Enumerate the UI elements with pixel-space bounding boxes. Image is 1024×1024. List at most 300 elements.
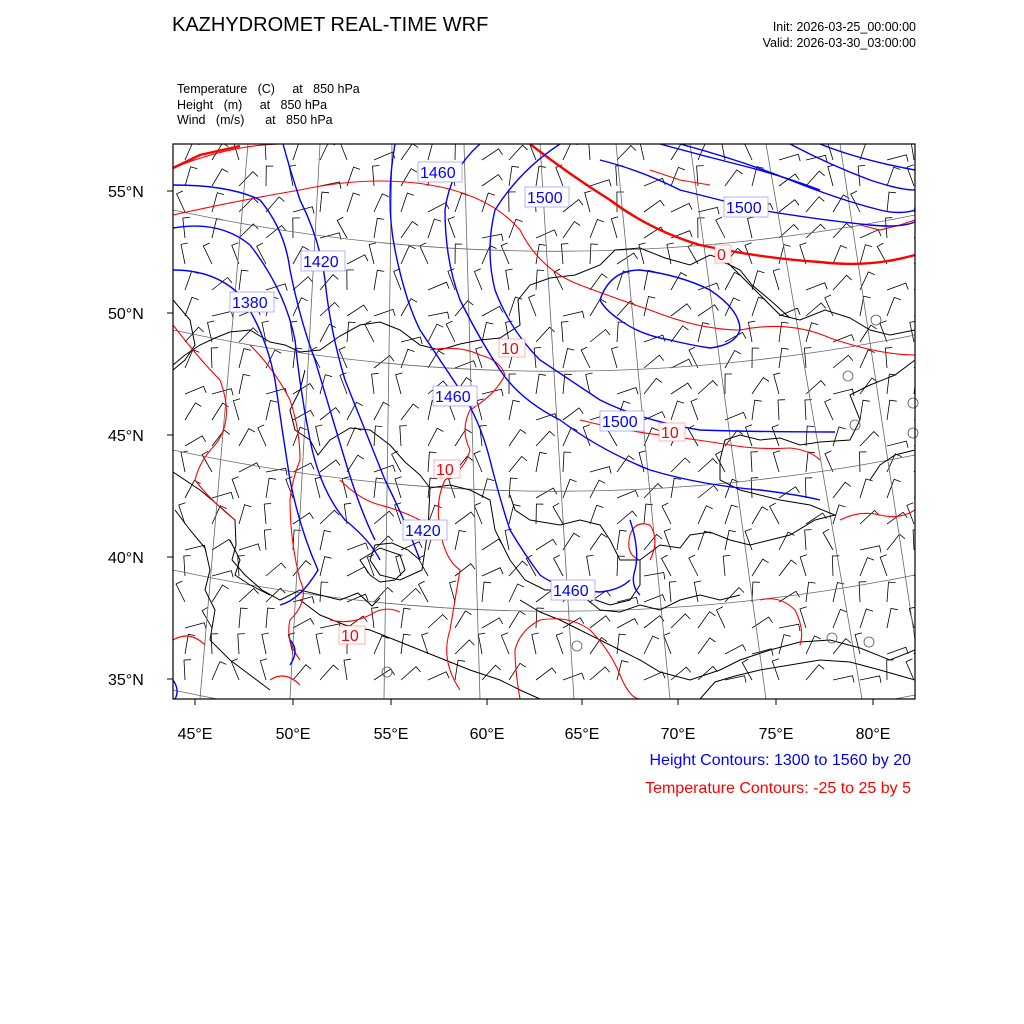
wind-barb bbox=[455, 531, 466, 551]
wind-barb bbox=[590, 505, 603, 524]
wind-barb bbox=[563, 349, 574, 369]
wind-barb bbox=[239, 463, 260, 472]
height-label-text: 1460 bbox=[553, 583, 589, 600]
field-name: Wind bbox=[177, 113, 206, 127]
wind-barb bbox=[644, 484, 663, 498]
wind-barb bbox=[266, 225, 286, 238]
wind-barb bbox=[887, 374, 896, 394]
wind-barb bbox=[449, 477, 456, 498]
wind-barb bbox=[446, 321, 455, 342]
wind-barb bbox=[611, 217, 618, 238]
wind-barb bbox=[725, 430, 743, 446]
wind-barb bbox=[293, 513, 314, 524]
wind-barb bbox=[590, 480, 605, 498]
wind-barb bbox=[177, 191, 185, 212]
wind-barb bbox=[562, 322, 569, 343]
wind-barb bbox=[264, 530, 271, 551]
wind-barb bbox=[914, 438, 935, 446]
wind-barb bbox=[914, 558, 929, 576]
wind-barb bbox=[554, 555, 563, 576]
wind-barb bbox=[455, 361, 476, 368]
wind-barb bbox=[860, 400, 870, 420]
wind-barb bbox=[482, 234, 503, 241]
wind-barb bbox=[617, 271, 630, 290]
wind-barb bbox=[590, 219, 604, 238]
wind-barb bbox=[644, 573, 665, 580]
wind-barb bbox=[725, 272, 741, 290]
wind-barb bbox=[293, 530, 301, 550]
wind-barb bbox=[725, 645, 746, 654]
wind-barb bbox=[266, 478, 276, 498]
wind-barb bbox=[752, 378, 769, 395]
wind-barb bbox=[887, 647, 908, 654]
wind-barb bbox=[644, 297, 655, 317]
wind-barb bbox=[590, 244, 598, 264]
wind-barb bbox=[833, 676, 854, 683]
height-label-text: 1500 bbox=[726, 200, 762, 217]
wind-barb bbox=[772, 659, 779, 680]
wind-barb bbox=[887, 283, 908, 290]
height-label bbox=[551, 580, 595, 600]
wind-barb bbox=[482, 175, 502, 187]
wind-barb bbox=[482, 618, 503, 628]
lat-label: 50°N bbox=[108, 306, 144, 323]
height-label-text: 1460 bbox=[420, 165, 456, 182]
wind-barb bbox=[347, 167, 360, 186]
wind-barb bbox=[320, 460, 340, 472]
wind-barb bbox=[716, 217, 725, 238]
wind-barb bbox=[806, 636, 821, 654]
wind-barb bbox=[752, 582, 760, 602]
wind-barb bbox=[779, 532, 794, 550]
wind-barb bbox=[806, 582, 816, 602]
wind-barb bbox=[725, 170, 743, 186]
wind-barb bbox=[833, 223, 852, 238]
wind-barb bbox=[617, 530, 627, 550]
height-label-text: 1500 bbox=[602, 414, 638, 431]
wind-barb bbox=[860, 609, 873, 628]
wind-barb bbox=[455, 512, 475, 524]
wind-barb bbox=[779, 348, 789, 368]
height-label bbox=[301, 251, 345, 271]
wind-barb bbox=[509, 297, 522, 316]
lon-label: 55°E bbox=[373, 726, 409, 743]
lon-label: 50°E bbox=[275, 726, 311, 743]
wind-barb bbox=[725, 588, 744, 602]
wind-barb bbox=[644, 595, 665, 602]
lon-label: 70°E bbox=[660, 726, 696, 743]
wind-barb bbox=[806, 283, 827, 290]
wind-barb bbox=[293, 410, 314, 420]
wind-barb bbox=[914, 636, 930, 654]
field-unit: (m/s) bbox=[215, 113, 245, 127]
wind-barb bbox=[455, 640, 474, 654]
wind-barb bbox=[717, 607, 726, 628]
wind-barb bbox=[401, 337, 422, 344]
wind-barb bbox=[315, 477, 322, 498]
wind-barb bbox=[476, 347, 483, 368]
wind-barb bbox=[400, 426, 407, 446]
wind-barb bbox=[337, 217, 347, 238]
wind-barb bbox=[644, 270, 655, 290]
lon-label: 80°E bbox=[855, 726, 891, 743]
valid-time: Valid: 2026-03-30_03:00:00 bbox=[762, 36, 916, 50]
wind-barb bbox=[239, 374, 250, 394]
wind-barb bbox=[773, 269, 780, 290]
wind-barb bbox=[392, 451, 401, 472]
wind-barb bbox=[667, 243, 674, 264]
wind-barb bbox=[779, 322, 789, 342]
height-label-text: 1420 bbox=[405, 523, 441, 540]
wind-barb bbox=[590, 667, 610, 680]
wind-barb bbox=[833, 275, 852, 290]
wind-barb bbox=[913, 530, 920, 550]
wind-barb bbox=[239, 505, 251, 524]
wind-barb bbox=[212, 662, 226, 680]
wind-barb bbox=[185, 403, 201, 420]
wind-barb bbox=[347, 455, 364, 472]
wind-barb bbox=[698, 486, 718, 499]
wind-barb bbox=[428, 312, 449, 319]
wind-barb bbox=[428, 282, 449, 290]
wind-barb bbox=[860, 546, 881, 553]
wind-barb bbox=[185, 436, 206, 446]
wind-barb bbox=[212, 571, 233, 578]
wind-barb bbox=[914, 353, 932, 369]
wind-barb bbox=[185, 623, 206, 630]
wind-barb bbox=[914, 454, 930, 472]
wind-barb bbox=[509, 219, 523, 238]
latitude-labels bbox=[108, 184, 144, 689]
wind-barb bbox=[725, 351, 741, 369]
wind-barb bbox=[617, 491, 638, 499]
wind-barb bbox=[725, 374, 732, 394]
wind-barb bbox=[428, 615, 448, 629]
wind-barb bbox=[860, 510, 879, 524]
height-label bbox=[600, 411, 644, 431]
wind-barb bbox=[910, 321, 917, 342]
field-unit: (m) bbox=[223, 97, 243, 112]
wind-barb bbox=[347, 322, 356, 342]
wind-barb bbox=[395, 477, 402, 498]
wind-barb bbox=[689, 347, 698, 368]
wind-barb bbox=[509, 561, 528, 576]
wind-barb bbox=[401, 222, 418, 239]
wind-barb bbox=[773, 451, 780, 472]
wind-barb bbox=[372, 373, 379, 394]
wind-barb bbox=[401, 193, 414, 212]
wind-barb bbox=[689, 555, 698, 576]
wind-barb bbox=[509, 400, 520, 420]
wind-barb bbox=[779, 560, 797, 576]
wind-barb bbox=[825, 451, 833, 472]
wind-barb bbox=[185, 350, 199, 368]
wind-barb bbox=[212, 389, 233, 396]
wind-barb bbox=[474, 451, 482, 472]
wind-barb bbox=[885, 348, 892, 369]
wind-barb bbox=[374, 309, 395, 316]
wind-barb bbox=[239, 589, 259, 603]
wind-barb bbox=[860, 272, 875, 290]
lat-label: 40°N bbox=[108, 550, 144, 567]
temperature-label bbox=[339, 626, 365, 645]
temperature-label-text: 10 bbox=[661, 425, 679, 442]
wind-barb bbox=[671, 167, 685, 186]
wind-barb bbox=[239, 198, 258, 212]
wind-barb bbox=[482, 246, 497, 264]
wind-barb bbox=[509, 663, 526, 680]
wind-barb bbox=[887, 441, 908, 448]
field-name: Height bbox=[177, 97, 214, 112]
lon-label: 45°E bbox=[177, 726, 213, 743]
wind-barb bbox=[698, 459, 718, 472]
wind-barb bbox=[347, 543, 368, 550]
wind-barb bbox=[374, 478, 383, 498]
wind-barb bbox=[806, 197, 824, 212]
wind-barb bbox=[698, 207, 719, 214]
wind-barb bbox=[833, 482, 851, 498]
wind-barb bbox=[232, 477, 239, 498]
wind-barb bbox=[617, 322, 625, 342]
wind-barb bbox=[455, 429, 472, 446]
wind-barb bbox=[428, 428, 443, 446]
wind-barb bbox=[778, 400, 785, 420]
wind-barb bbox=[212, 193, 224, 212]
wind-barb bbox=[183, 217, 190, 238]
wind-barb bbox=[532, 633, 539, 654]
wind-barb bbox=[176, 581, 185, 602]
wind-barb bbox=[887, 192, 896, 212]
wind-barb bbox=[340, 139, 347, 160]
wind-barb bbox=[906, 659, 914, 680]
wind-barb bbox=[482, 306, 503, 316]
wind-barb bbox=[671, 614, 690, 628]
wind-barb bbox=[266, 563, 286, 576]
wind-barb bbox=[671, 273, 687, 290]
wind-barb bbox=[320, 557, 332, 576]
wind-barb bbox=[671, 203, 692, 212]
wind-barb bbox=[751, 452, 758, 472]
wind-barb bbox=[401, 404, 419, 420]
lat-label: 55°N bbox=[108, 184, 144, 201]
wind-barb bbox=[563, 374, 572, 394]
wind-barb bbox=[887, 400, 897, 420]
wind-barb bbox=[800, 555, 807, 576]
wind-barb bbox=[374, 356, 394, 368]
height-label-text: 1420 bbox=[303, 254, 339, 271]
wind-barb bbox=[556, 633, 563, 654]
wind-barb bbox=[509, 505, 521, 524]
wind-barb bbox=[914, 276, 933, 290]
wind-barb bbox=[293, 665, 311, 680]
wind-barb bbox=[587, 555, 594, 576]
wind-barb bbox=[746, 425, 753, 446]
wind-barb bbox=[745, 529, 752, 550]
wind-barb bbox=[401, 608, 411, 628]
country-borders bbox=[173, 248, 915, 699]
wind-barb bbox=[374, 636, 389, 654]
wind-barb bbox=[455, 140, 462, 160]
wind-barb bbox=[806, 171, 825, 186]
wind-barb bbox=[212, 311, 233, 318]
wind-barb bbox=[914, 490, 935, 498]
wind-barb bbox=[779, 635, 791, 654]
wind-barb bbox=[725, 505, 738, 524]
longitude-labels bbox=[178, 726, 891, 743]
wind-barb bbox=[833, 355, 853, 368]
wind-barb bbox=[181, 451, 188, 472]
temperature-label-text: 10 bbox=[436, 462, 454, 479]
wind-barb bbox=[617, 388, 638, 395]
wind-barb bbox=[806, 665, 824, 680]
wind-barb bbox=[428, 324, 443, 342]
wind-barb bbox=[617, 456, 634, 472]
wind-barb bbox=[536, 244, 546, 264]
lon-label: 75°E bbox=[758, 726, 794, 743]
height-contours bbox=[173, 144, 915, 699]
wind-barb bbox=[509, 611, 526, 628]
wind-barb bbox=[644, 672, 665, 680]
wind-barb bbox=[563, 452, 571, 472]
wind-barb bbox=[748, 217, 755, 238]
wind-barb bbox=[347, 567, 368, 576]
wind-barb bbox=[644, 428, 658, 446]
map-title: KAZHYDROMET REAL-TIME WRF bbox=[172, 14, 489, 36]
wind-barb bbox=[212, 585, 229, 602]
wind-barb bbox=[239, 544, 260, 551]
wind-barb bbox=[212, 278, 232, 291]
wind-barb bbox=[617, 661, 629, 680]
wind-barb bbox=[860, 676, 881, 683]
wind-barb bbox=[536, 431, 555, 446]
wind-barb bbox=[185, 386, 206, 394]
wind-barb bbox=[644, 227, 665, 238]
temperature-label-text: 0 bbox=[717, 247, 726, 264]
wind-barb bbox=[887, 582, 896, 602]
wind-barb bbox=[529, 139, 536, 160]
wind-barb bbox=[752, 348, 759, 368]
wind-barb bbox=[644, 355, 664, 368]
wind-barb bbox=[779, 154, 800, 161]
wind-barb bbox=[347, 428, 361, 446]
wind-barb bbox=[644, 535, 662, 551]
wind-barb bbox=[509, 457, 527, 473]
wind-barb bbox=[401, 589, 421, 603]
wind-barb bbox=[914, 228, 935, 238]
wind-barb bbox=[617, 146, 636, 160]
wind-barb bbox=[181, 243, 188, 264]
wind-barb bbox=[316, 425, 323, 446]
wind-barb bbox=[266, 401, 277, 421]
wind-barb bbox=[233, 399, 240, 420]
wind-barb bbox=[723, 556, 730, 577]
field-level: at 850 hPa bbox=[265, 113, 333, 127]
wind-barb bbox=[509, 145, 528, 160]
wind-barb bbox=[478, 633, 485, 654]
wind-barb bbox=[859, 452, 866, 472]
wind-barb bbox=[265, 140, 272, 160]
wind-barb bbox=[184, 660, 191, 680]
temperature-legend: Temperature Contours: -25 to 25 by 5 bbox=[645, 780, 911, 797]
wind-barb bbox=[369, 243, 376, 264]
wind-barb bbox=[590, 180, 611, 187]
wind-barb bbox=[455, 660, 465, 680]
wind-barb bbox=[832, 556, 839, 576]
wind-barb bbox=[725, 298, 740, 316]
wind-barb bbox=[880, 555, 887, 576]
wind-barb bbox=[752, 559, 769, 576]
wind-barb bbox=[536, 452, 547, 472]
wind-barb bbox=[748, 321, 755, 342]
wind-barb bbox=[639, 451, 646, 472]
lat-label: 35°N bbox=[108, 672, 144, 689]
wind-barb bbox=[774, 373, 781, 394]
wind-barb bbox=[374, 194, 389, 212]
temperature-label bbox=[434, 460, 460, 479]
wind-barb bbox=[266, 608, 275, 628]
wind-barb bbox=[320, 665, 339, 680]
wind-barb bbox=[553, 503, 563, 524]
wind-barb bbox=[320, 192, 329, 212]
wind-barb bbox=[185, 297, 199, 316]
wind-barb bbox=[509, 430, 526, 447]
wind-barb bbox=[860, 245, 872, 264]
wind-barb bbox=[671, 383, 692, 394]
wind-barb bbox=[639, 243, 646, 264]
wind-barb bbox=[347, 255, 368, 264]
wind-barb bbox=[694, 581, 701, 602]
wind-barb bbox=[203, 243, 212, 264]
wind-barb bbox=[448, 217, 455, 238]
wind-barb bbox=[536, 230, 557, 238]
wind-barb bbox=[644, 200, 664, 212]
height-label-text: 1460 bbox=[435, 389, 471, 406]
wind-barb bbox=[501, 243, 509, 264]
wind-barb bbox=[914, 252, 934, 264]
wind-barb bbox=[238, 634, 245, 654]
wind-barb bbox=[833, 335, 854, 342]
height-label bbox=[403, 520, 447, 540]
wind-barb bbox=[536, 166, 546, 186]
wind-barb bbox=[239, 349, 251, 368]
map-plot-area bbox=[173, 139, 935, 731]
wind-barb bbox=[806, 513, 827, 524]
field-unit: (C) bbox=[257, 82, 275, 96]
wind-barb bbox=[590, 299, 606, 316]
wind-barb bbox=[474, 269, 482, 290]
wind-barb bbox=[698, 667, 718, 681]
wind-barb bbox=[320, 142, 335, 160]
wind-barb bbox=[725, 676, 746, 683]
wind-barb bbox=[347, 305, 368, 316]
wind-barb bbox=[401, 246, 416, 264]
wind-barb bbox=[770, 503, 779, 524]
wind-barb bbox=[509, 584, 524, 602]
wind-barb bbox=[482, 665, 501, 680]
wind-barb bbox=[529, 295, 536, 316]
wind-barb bbox=[347, 270, 354, 290]
wind-barb bbox=[264, 503, 271, 524]
wind-barb bbox=[536, 488, 557, 498]
wind-barb bbox=[260, 659, 267, 680]
wind-barb bbox=[860, 432, 879, 446]
wind-barb bbox=[752, 297, 765, 316]
wind-barb bbox=[561, 244, 568, 265]
wind-barb bbox=[914, 416, 935, 423]
wind-barb bbox=[474, 503, 482, 524]
wind-barb bbox=[509, 192, 516, 212]
wind-barb bbox=[590, 467, 611, 474]
